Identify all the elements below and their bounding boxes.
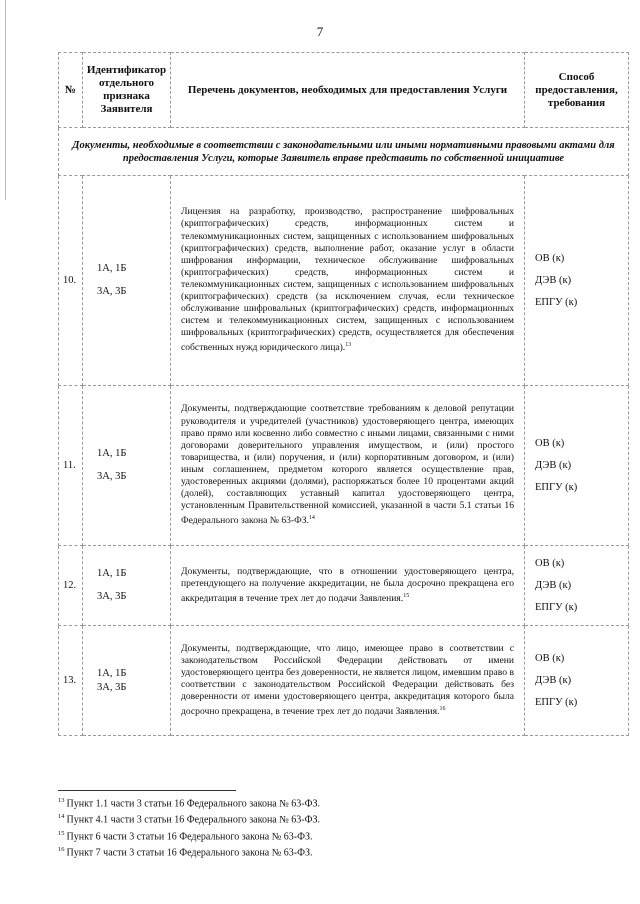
section-title: Документы, необходимые в соответствии с законодательными или иными нормативными правовыми актами для предоставления Услуги, которые Заявитель вправе представить по собственной инициативе — [59, 128, 629, 176]
row-identifiers — [83, 176, 171, 386]
row-identifiers — [83, 546, 171, 626]
method-value: ЕПГУ (к) — [535, 602, 578, 613]
footnote-ref: 15 — [403, 592, 410, 599]
method-value: ЕПГУ (к) — [535, 697, 578, 708]
footnote-number: 15 — [58, 829, 65, 837]
method-value: ДЭВ (к) — [535, 675, 572, 686]
header-documents: Перечень документов, необходимых для предоставления Услуги — [171, 53, 525, 128]
footnote-ref: 14 — [308, 515, 315, 522]
document-text: Документы, подтверждающие, что в отношении удостоверяющего центра, претендующего на получение аккредитации, не была досрочно прекращена его аккредитация в течение трех лет до подачи Заявления. — [181, 565, 514, 605]
document-text: Документы, подтверждающие, что лицо, имеющее право в соответствии с законодательством Российской Федерации действовать от имени удостоверяющего центра без доверенности, не является лицом, имевшим право в соответствии с законодательством Российской Федерации действовать без доверенности от имени удостоверяющего центра, аккредитация которого была досрочно прекращена, в течение трех лет до подачи Заявления. — [181, 642, 514, 718]
table-row — [59, 386, 629, 546]
table-row — [59, 176, 629, 386]
header-num: № — [59, 53, 83, 128]
footnote-number: 16 — [58, 845, 65, 853]
footnote — [58, 810, 320, 826]
method-value: ЕПГУ (к) — [535, 297, 578, 308]
identifier-value: 1А, 1Б — [97, 263, 127, 274]
row-number: 11. — [59, 386, 83, 546]
row-identifiers — [83, 626, 171, 736]
identifier-value: 3А, 3Б — [97, 591, 127, 602]
row-document-text — [171, 386, 525, 546]
identifier-value: 3А, 3Б — [97, 471, 127, 482]
identifier-value: 3А, 3Б — [97, 681, 127, 693]
footnote-number: 14 — [58, 813, 65, 821]
method-value: ОВ (к) — [535, 438, 565, 449]
table-row — [59, 626, 629, 736]
method-value: ДЭВ (к) — [535, 460, 572, 471]
footnote-text: Пункт 6 части 3 статьи 16 Федерального закона № 63-ФЗ. — [66, 830, 313, 842]
method-value: ЕПГУ (к) — [535, 482, 578, 493]
identifier-value: 1А, 1Б — [97, 667, 127, 679]
footnote — [58, 843, 320, 859]
footnote — [58, 827, 320, 843]
identifier-value: 3А, 3Б — [97, 286, 127, 297]
row-methods — [525, 176, 629, 386]
method-value: ДЭВ (к) — [535, 275, 572, 286]
table-header-row — [59, 53, 629, 128]
row-document-text — [171, 626, 525, 736]
row-document-text — [171, 176, 525, 386]
row-methods — [525, 386, 629, 546]
footnote-text: Пункт 7 части 3 статьи 16 Федерального закона № 63-ФЗ. — [66, 847, 313, 859]
identifier-value: 1А, 1Б — [97, 448, 127, 459]
method-value: ДЭВ (к) — [535, 580, 572, 591]
footnotes — [58, 794, 320, 859]
row-number: 12. — [59, 546, 83, 626]
header-method: Способ предоставления, требования — [525, 53, 629, 128]
row-methods — [525, 546, 629, 626]
footnote-divider — [58, 790, 236, 791]
row-methods — [525, 626, 629, 736]
footnote-ref: 13 — [345, 342, 352, 349]
row-document-text — [171, 546, 525, 626]
document-text: Лицензия на разработку, производство, распространение шифровальных (криптографических) средств, информационных систем и телекоммуникационных систем, защищенных с использованием шифровальных (криптографических) средств, выполнение работ, оказание услуг в области шифрования информации, техническое обслуживание шифровальных (криптографических) средств, информационных систем и телекоммуникационных систем, защищенных с использованием шифровальных (криптографических) средств (за исключением случая, если техническое обслуживание шифровальных (криптографических) средств, информационных систем и телекоммуникационных систем, защищенных с использованием шифровальных (криптографических) средств, осуществляется для обеспечения собственных нужд юридического лица). — [181, 206, 514, 354]
page-number: 7 — [316, 24, 324, 39]
method-value: ОВ (к) — [535, 558, 565, 569]
identifier-value: 1А, 1Б — [97, 568, 127, 579]
footnote — [58, 794, 320, 810]
section-row — [59, 128, 629, 176]
footnote-number: 13 — [58, 797, 65, 804]
row-number: 10. — [59, 176, 83, 386]
footnote-text: Пункт 4.1 части 3 статьи 16 Федерального закона № 63-ФЗ. — [66, 814, 321, 826]
table-row — [59, 546, 629, 626]
footnote-ref: 16 — [439, 706, 446, 713]
document-text: Документы, подтверждающие соответствие требованиям к деловой репутации руководителя и учредителей (участников) удостоверяющего центра, имеющих право прямо или косвенно либо совместно с иными лицами, связанными с ними договорами доверительного управления имуществом, и (или) простого товарищества, и (или) поручения, и (или) корпоративным договором, и (или) иным соглашением, предметом которого является осуществление прав, удостоверенных акциями (долями), распоряжаться более 10 процентами акций (долей), составляющих уставный капитал удостоверяющего центра, установленным Правительственной комиссией, указанной в части 5.1 статьи 16 Федерального закона № 63-ФЗ. — [181, 403, 514, 527]
method-value: ОВ (к) — [535, 253, 565, 264]
footnote-text: Пункт 1.1 части 3 статьи 16 Федерального закона № 63-ФЗ. — [66, 798, 321, 810]
row-identifiers — [83, 386, 171, 546]
method-value: ОВ (к) — [535, 653, 565, 664]
row-number: 13. — [59, 626, 83, 736]
header-identifier: Идентификатор отдельного признака Заявителя — [83, 53, 171, 128]
documents-table — [58, 52, 629, 736]
